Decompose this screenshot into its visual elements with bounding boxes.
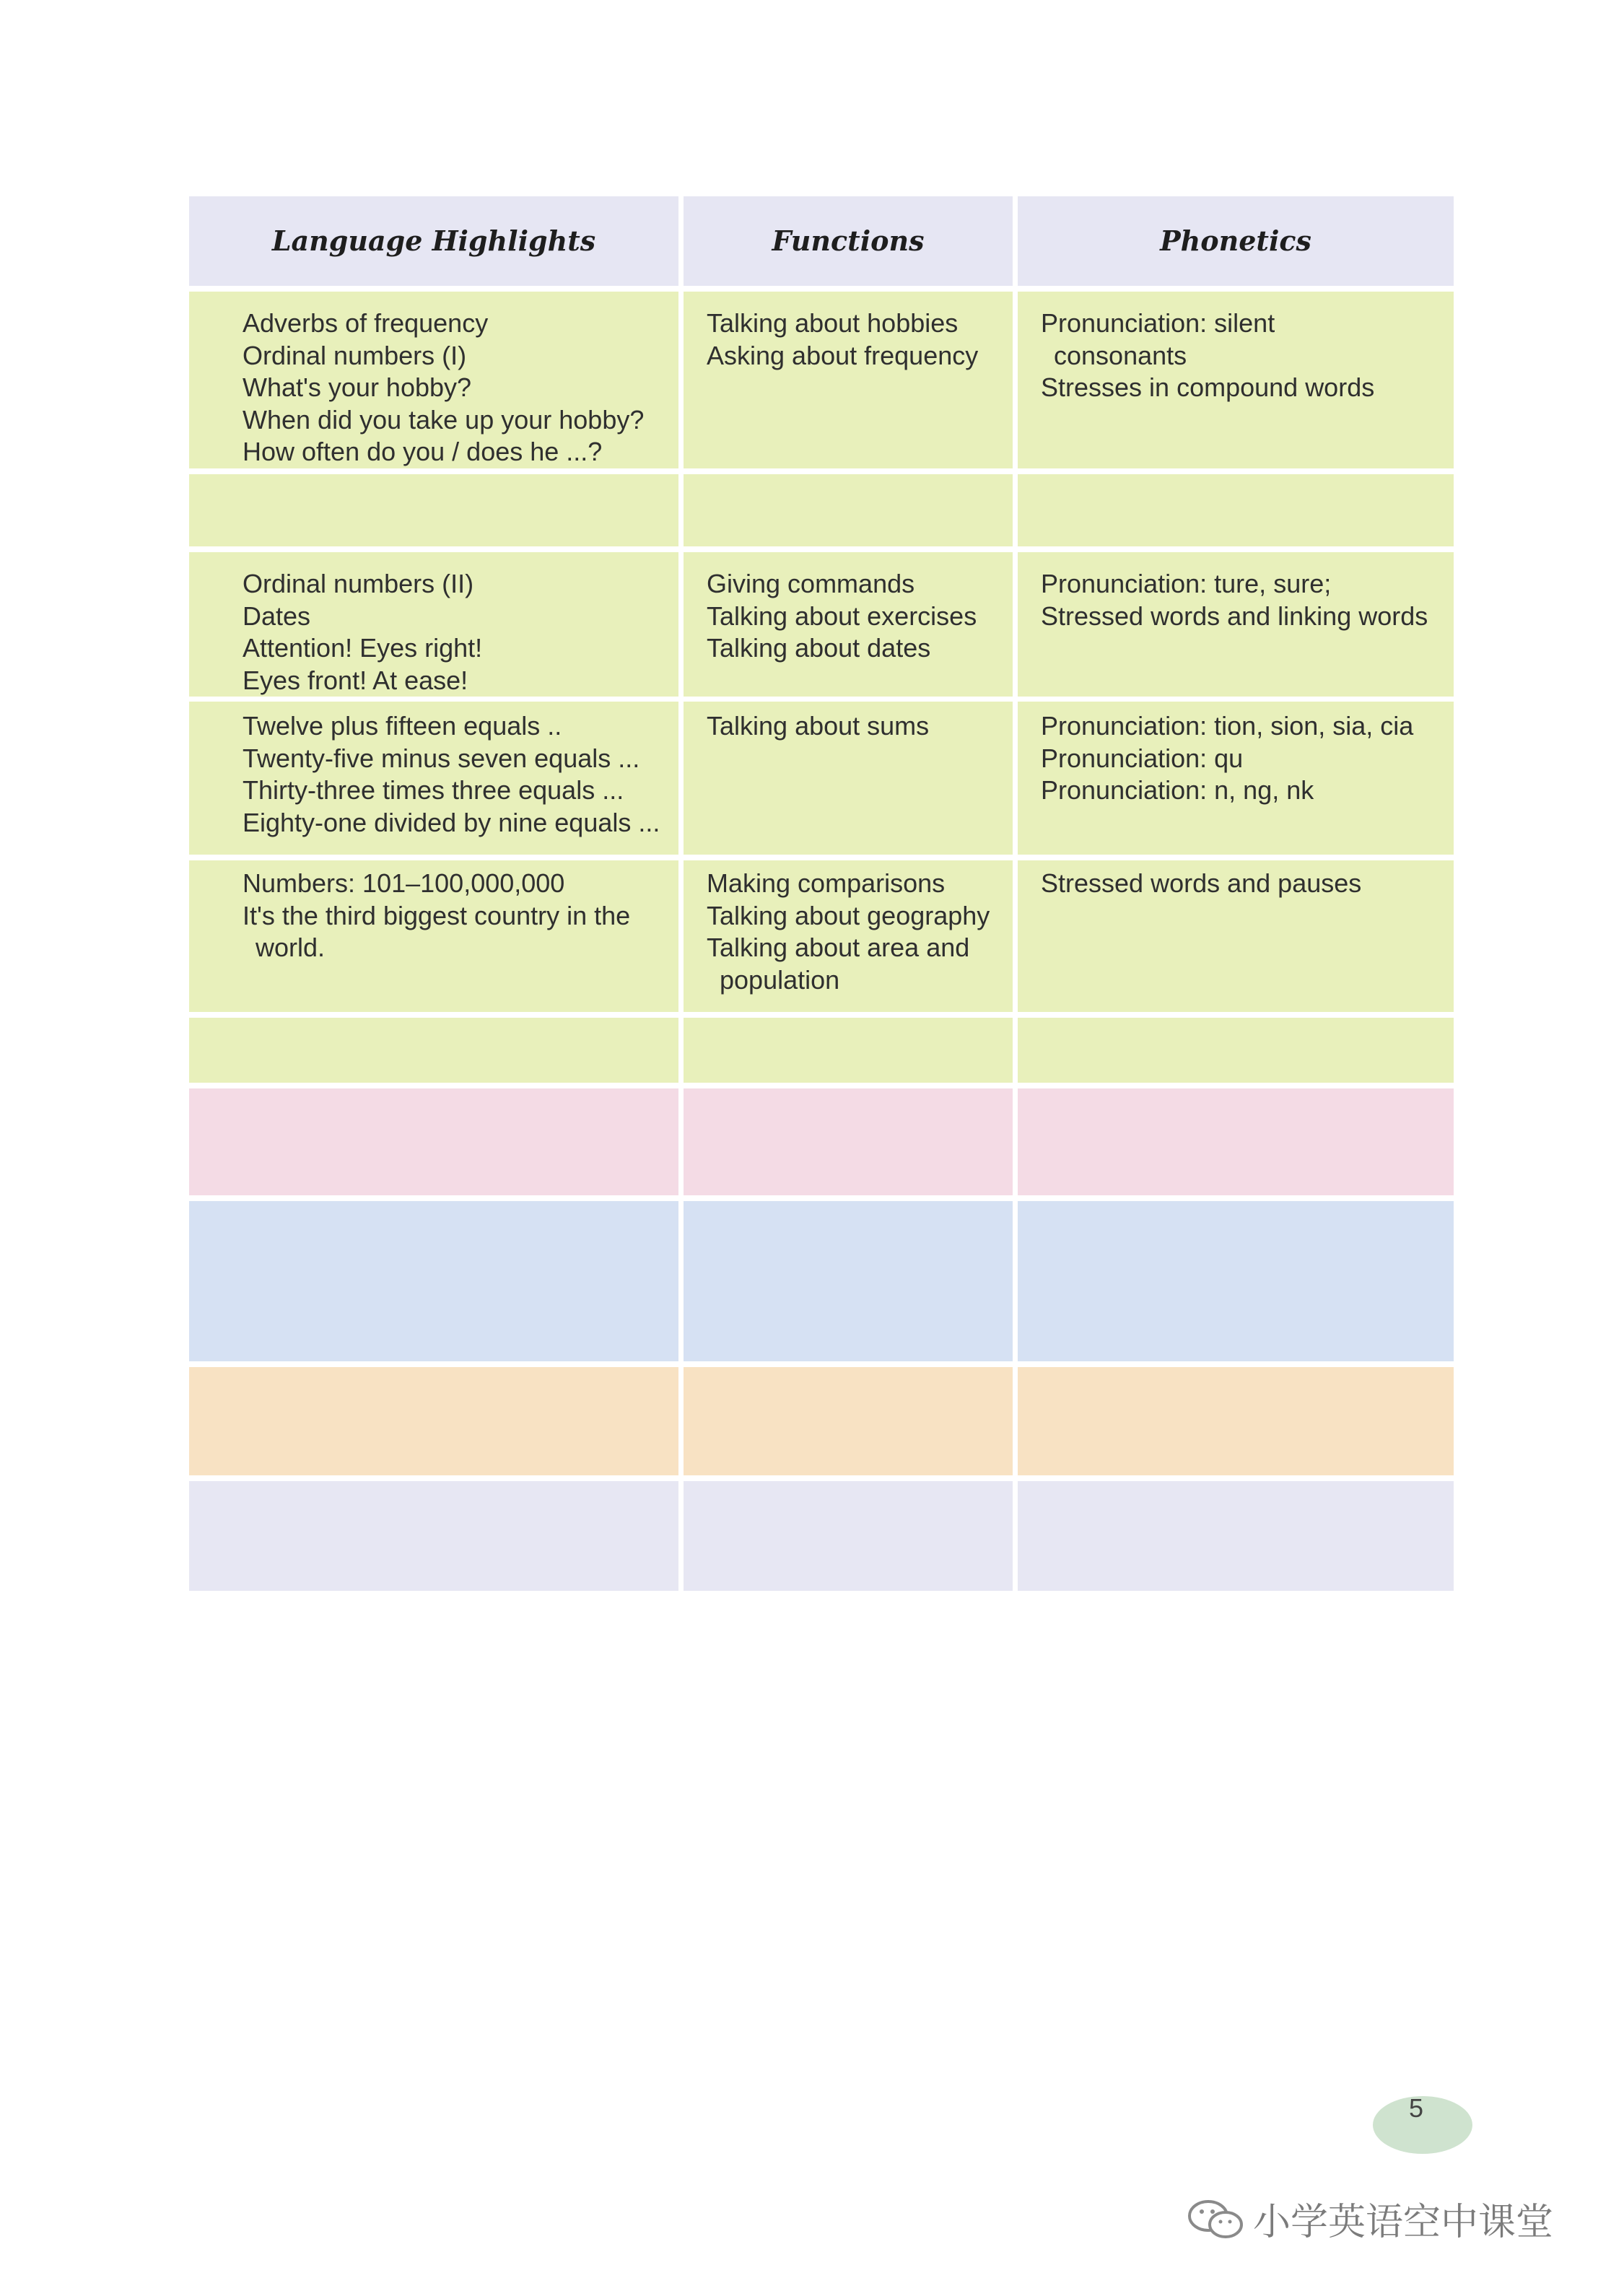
wechat-icon [1185,2197,1246,2240]
header-phonetics: Phonetics [1018,196,1454,286]
table-row-empty [189,1018,1454,1083]
table-row-empty [189,1088,1454,1195]
table-header-row [189,196,1454,286]
table-row [189,860,1454,1012]
functions-cell: Making comparisons Talking about geography Talking about area and population [684,860,1013,1012]
functions-cell: Talking about sums [684,702,1013,855]
header-functions: Functions [684,196,1013,286]
table-row-empty [189,1201,1454,1361]
language-highlights-cell: Adverbs of frequency Ordinal numbers (I) What's your hobby? When did you take up your hobby? How often do you / does he ...? [189,292,678,468]
phonetics-cell: Pronunciation: tion, sion, sia, cia Pronunciation: qu Pronunciation: n, ng, nk [1018,702,1454,855]
language-highlights-cell: Twelve plus fifteen equals .. Twenty-five minus seven equals ... Thirty-three times three equals ... Eighty-one divided by nine equals ... [189,702,678,855]
header-language-highlights: Language Highlights [189,196,678,286]
table-row [189,552,1454,697]
language-highlights-cell: Numbers: 101–100,000,000 It's the third biggest country in the world. [189,860,678,1012]
language-highlights-cell: Ordinal numbers (II) Dates Attention! Eyes right! Eyes front! At ease! [189,552,678,697]
table-row [189,292,1454,468]
watermark [1185,2191,1553,2246]
phonetics-cell: Pronunciation: silent consonants Stresses in compound words [1018,292,1454,468]
phonetics-cell: Pronunciation: ture, sure; Stressed words and linking words [1018,552,1454,697]
functions-cell: Talking about hobbies Asking about frequency [684,292,1013,468]
functions-cell: Giving commands Talking about exercises Talking about dates [684,552,1013,697]
table-row-empty [189,474,1454,546]
table-row [189,702,1454,855]
page-number: 5 [1409,2093,1424,2123]
watermark-text: 小学英语空中课堂 [1253,2201,1554,2243]
syllabus-table [189,196,1454,1611]
phonetics-cell: Stressed words and pauses [1018,860,1454,1012]
table-row-empty [189,1481,1454,1591]
table-row-empty [189,1367,1454,1475]
